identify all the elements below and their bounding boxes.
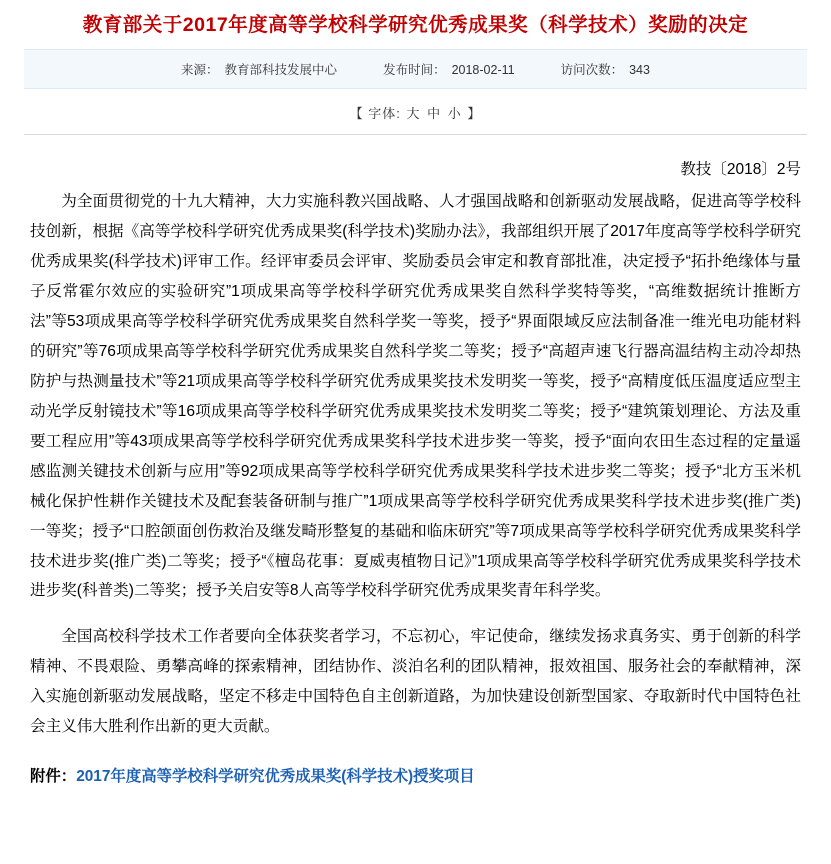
bracket-right: 】 <box>467 106 482 122</box>
meta-source-value: 教育部科技发展中心 <box>224 63 338 78</box>
meta-source-label: 来源： <box>181 63 219 78</box>
document-number: 教技〔2018〕2号 <box>680 161 801 179</box>
page-title: 教育部关于2017年度高等学校科学研究优秀成果奖（科学技术）奖励的决定 <box>82 14 749 36</box>
meta-source <box>181 60 337 78</box>
meta-visits-label: 访问次数： <box>560 63 624 78</box>
font-size-controls <box>24 89 807 134</box>
paragraph: 全国高校科学技术工作者要向全体获奖者学习，不忘初心，牢记使命，继续发扬求真务实、勇于创新的科学精神、不畏艰险、勇攀高峰的探索精神，团结协作、淡泊名利的团队精神，报效祖国、服务社会的奉献精神，深入实施创新驱动发展战略，坚定不移走中国特色自主创新道路，为加快建设创新型国家、夺取新时代中国特色社会主义伟大胜利作出新的更大贡献。 <box>30 628 801 736</box>
font-size-medium-button[interactable]: 中 <box>427 106 442 122</box>
document-meta-bar <box>24 49 807 89</box>
font-size-small-button[interactable]: 小 <box>447 106 462 122</box>
attachment-label: 附件： <box>30 768 77 786</box>
bracket-left: 【 <box>349 106 364 122</box>
meta-publish-label: 发布时间： <box>383 63 446 78</box>
font-size-label: 字体: <box>368 106 401 122</box>
meta-publish-value: 2018-02-11 <box>451 63 515 78</box>
document-body <box>24 187 807 742</box>
meta-publish-time <box>383 60 515 78</box>
paragraph: 为全面贯彻党的十九大精神，大力实施科教兴国战略、人才强国战略和创新驱动发展战略，促进高等学校科技创新，根据《高等学校科学研究优秀成果奖(科学技术)奖励办法》，我部组织开展了2017年度高等学校科学研究优秀成果奖(科学技术)评审工作。经评审委员会评审、奖励委员会审定和教育部批准，决定授予“拓扑绝缘体与量子反常霍尔效应的实验研究”1项成果高等学校科学研究优秀成果奖自然科学奖特等奖，“高维数据统计推断方法”等53项成果高等学校科学研究优秀成果奖自然科学奖一等奖，授予“界面限域反应法制备准一维光电功能材料的研究”等76项成果高等学校科学研究优秀成果奖自然科学奖二等奖；授予“高超声速飞行器高温结构主动冷却热防护与热测量技术”等21项成果高等学校科学研究优秀成果奖技术发明奖一等奖，授予“高精度低压温度适应型主动光学反射镜技术”等16项成果高等学校科学研究优秀成果奖技术发明奖二等奖；授予“建筑策划理论、方法及重要工程应用”等43项成果高等学校科学研究优秀成果奖科学技术进步奖一等奖，授予“面向农田生态过程的定量遥感监测关键技术创新与应用”等92项成果高等学校科学研究优秀成果奖科学技术进步奖二等奖；授予“北方玉米机械化保护性耕作关键技术及配套装备研制与推广”1项成果高等学校科学研究优秀成果奖科学技术进步奖(推广类)一等奖；授予“口腔颌面创伤救治及继发畸形整复的基础和临床研究”等7项成果高等学校科学研究优秀成果奖科学技术进步奖(推广类)二等奖；授予“《檀岛花事：夏威夷植物日记》”1项成果高等学校科学研究优秀成果奖科学技术进步奖(科普类)二等奖；授予关启安等8人高等学校科学研究优秀成果奖青年科学奖。 <box>30 193 801 600</box>
font-size-large-button[interactable]: 大 <box>406 106 421 122</box>
attachment-link[interactable]: 2017年度高等学校科学研究优秀成果奖(科学技术)授奖项目 <box>76 768 475 786</box>
attachment-row <box>24 758 807 786</box>
meta-visits <box>561 60 650 78</box>
meta-visits-value: 343 <box>629 63 650 78</box>
